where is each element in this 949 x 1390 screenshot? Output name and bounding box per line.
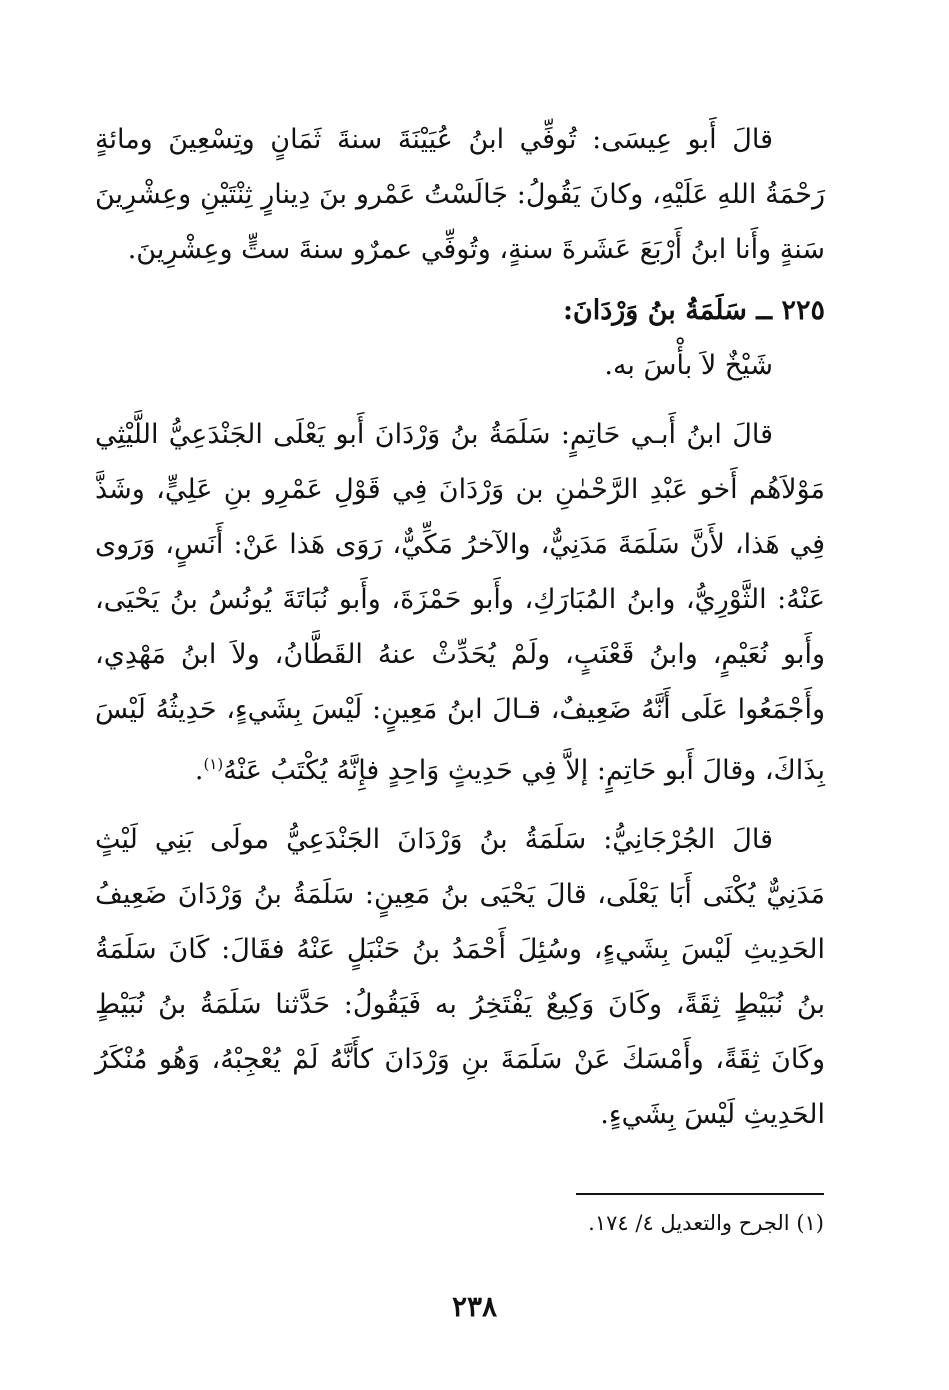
footnote-marker: (١) <box>203 755 224 773</box>
entry-verdict: شَيْخٌ لاَ بأْسَ به. <box>604 350 773 381</box>
page-number: ٢٣٨ <box>451 1290 498 1323</box>
footnote: (١) الجرح والتعديل ٤/ ١٧٤. <box>588 1211 824 1235</box>
paragraph-abu-isa: قالَ أَبو عِيسَى: تُوفِّي ابنُ عُيَيْنَةَ سنةَ ثَمَانٍ وتِسْعِينَ ومائةٍ رَحْمَةُ اللهِ عَلَيْهِ، وكانَ يَقُولُ: جَالَسْتُ عَمْرو بنَ دِينارٍ ثِنْتَيْنِ وعِشْرِينَ سَنةٍ وأَنا ابنُ أَرْبَعَ عَشَرةَ سنةٍ، وتُوفِّي عمرٌو سنةَ ستٍّ وعِشْرِينَ. <box>95 124 825 265</box>
footnote-divider <box>576 1193 824 1195</box>
paragraph-jurjani: قالَ الجُرْجَانِيُّ: سَلَمَةُ بنُ وَرْدَانَ الجَنْدَعِيُّ مولَى بَنِي لَيْثٍ مَدَنِيٌّ يُكْنَى أَبَا يَعْلَى، قالَ يَحْيَى بنُ مَعِينٍ: سَلَمَةُ بنُ وَرْدَانَ ضَعِيفُ الحَدِيثِ لَيْسَ بِشَيءٍ، وسُئِلَ أَحْمَدُ بنُ حَنْبَلٍ عَنْهُ فقَالَ: كَانَ سَلَمَةُ بنُ نُبَيْطٍ ثِقَةً، وكَانَ وَكِيعٌ يَفْتَخِرُ به فَيَقُولُ: حَدَّثنا سَلَمَةُ بنُ نُبَيْطٍ وكَانَ ثِقَةً، وأَمْسَكَ عَنْ سَلَمَةَ بنِ وَرْدَانَ كأَنَّهُ لَمْ يُعْجِبْهُ، وَهُو مُنْكَرُ الحَدِيثِ لَيْسَ بِشَيءٍ. <box>95 824 825 1130</box>
paragraph-end-mark: . <box>194 755 204 786</box>
entry-heading: ٢٢٥ ــ سَلَمَةُ بنُ وَرْدَانَ: <box>562 295 825 326</box>
paragraph-ibn-abi-hatim-text: قالَ ابنُ أَبـي حَاتِمٍ: سَلَمَةُ بنُ وَرْدَانَ أَبو يَعْلَى الجَنْدَعِيُّ اللَّيْثِي مَوْلاَهُم أَخو عَبْدِ الرَّحْمٰنِ بن وَرْدَانَ فِي قَوْلِ عَمْرِو بنِ عَلِيٍّ، وشَذَّ فِي هَذا، لأَنَّ سَلَمَةَ مَدَنِيٌّ، والآخرُ مَكِّيٌّ، رَوَى هَذا عَنْ: أَنَسٍ، وَرَوى عَنْهُ: الثَّوْرِيُّ، وابنُ المُبَارَكِ، وأَبو حَمْزَةَ، وأَبو نُبَاتَةَ يُونُسُ بنُ يَحْيَى، وأَبو نُعَيْمٍ، وابنُ قَعْنَبٍ، ولَمْ يُحَدِّثْ عنهُ القَطَّانُ، ولاَ ابنُ مَهْدِي، وأَجْمَعُوا عَلَى أَنَّهُ ضَعِيفٌ، قـالَ ابنُ مَعِينٍ: لَيْسَ بِشَيءٍ، حَدِيثُهُ لَيْسَ بِذَاكَ، وقالَ أَبو حَاتِمٍ: إلاَّ فِي حَدِيثٍ وَاحِدٍ فإِنَّهُ يُكْتَبُ عَنْهُ <box>95 419 825 786</box>
page-body <box>95 112 825 1142</box>
paragraph-ibn-abi-hatim <box>95 407 825 798</box>
